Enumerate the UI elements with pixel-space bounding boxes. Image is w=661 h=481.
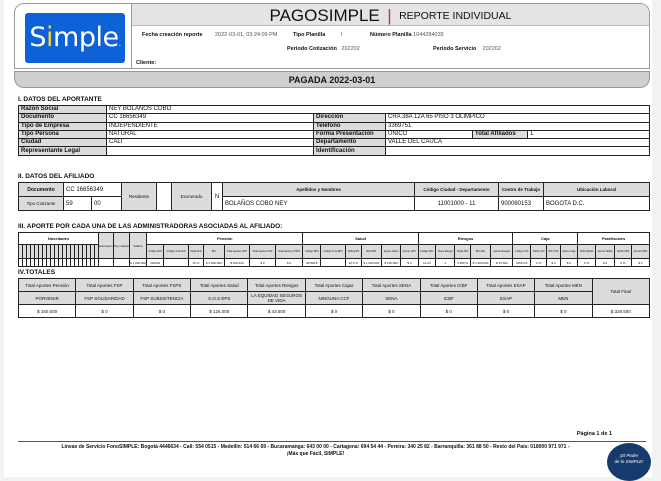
departamento-value: VALLE DEL CAUCA [386,139,650,147]
tipo-cotizante-value: 59 [64,197,92,211]
tipo-planilla [293,32,325,38]
documento-label: Documento [19,114,107,122]
total-header: Total Aportes ESAP [477,279,534,292]
periodo-servicio [433,46,501,52]
cliente [136,60,156,66]
salud-header: Salud [303,233,418,245]
total-final-value: $ 328.500 [592,305,649,318]
tipo-empresa-value: INDEPENDIENTE [107,122,314,130]
entity-name: ESAP [477,292,534,305]
column-header: IBC CCF [547,245,560,259]
section-aportes-title: III. APORTE POR CADA UNA DE LAS ADMINISTRADORAS ASOCIADAS AL AFILIADO: [18,223,283,230]
total-header: Total Aportes MEN [535,279,592,292]
section-totales-title: IV.TOTALES [18,269,56,276]
table-row [19,130,650,138]
total-header: Total Aportes SENA [363,279,420,292]
section-aportante-title: I. DATOS DEL APORTANTE [18,96,102,103]
table-row [19,305,650,318]
salario-cell: $ 1.000.000 [130,260,146,265]
tipo-planilla-value [341,32,343,38]
representante-value [107,147,314,155]
column-header: Aporte Caja [560,245,577,259]
column-header: Tarifa AFP [188,245,203,259]
column-header: Aporte UPC [401,245,419,259]
logo-cell [15,4,132,69]
column-header: Código ARL [418,245,436,259]
codigo-ciudad-value: 11001000 - 11 [415,197,499,211]
fecha-value [215,32,277,38]
table-row [19,292,650,305]
tipo-salario-cell [113,259,129,267]
total-value: $ 0 [363,305,420,318]
telefono-value: 3369751 [386,122,650,130]
residente-value [157,183,172,211]
pension-cell: 16 % [188,259,203,267]
ubicacion-value: BOGOTA D.C. [544,197,650,211]
residente-label: Residente [122,183,157,211]
identificacion-value [386,147,650,155]
column-header: Código EPS [303,245,321,259]
periodo-cotizacion [287,46,360,52]
riesgos-cell: 4 [436,259,455,267]
report-page [4,0,652,477]
centro-trabajo-label: Centro de Trabajo [499,183,544,197]
logo-text: S [29,22,46,53]
footer-divider [18,441,646,442]
centro-trabajo-value: 900060153 [499,197,544,211]
pension-cell: 230201 [146,259,164,267]
salud-cell: $ 1.000.000 [361,259,382,267]
riesgos-cell: 4.350 % [455,259,470,267]
total-header: Total Aportes Pensión [19,279,76,292]
logo-dot: . [118,39,121,48]
departamento-label: Departamento [314,139,386,147]
tipo-empresa-label: Tipo de Empresa [19,122,107,130]
column-header: Tarifa ICBF [615,245,632,259]
novedad-header [95,245,99,259]
cliente-label: Cliente: [136,60,157,66]
periodo-servicio-value: 202202 [482,46,501,52]
entity-name: FSP SUBSISTENCIA [133,292,190,305]
total-value: $ 0 [420,305,477,318]
total-value: $ 0 [477,305,534,318]
fecha-creacion [142,32,203,38]
subtipo-value: 00 [92,197,122,211]
table-row [19,139,650,147]
total-header: Total Aportes FSPS [133,279,190,292]
table-row [19,197,650,211]
report-type: REPORTE INDIVIDUAL [399,10,512,22]
total-value: $ 0 [305,305,362,318]
riesgos-cell: $ 1.000.000 [470,259,491,267]
column-header: Tarifa CCF [531,245,547,259]
ciudad-label: Ciudad [19,139,107,147]
periodo-servicio-label: Periodo Servicio [433,46,477,52]
identificacion-label: Identificación [314,147,386,155]
total-value: $ 125.000 [191,305,248,318]
section-afiliado-title: II. DATOS DEL AFILIADO [18,173,95,180]
footer-line-1: Líneas de Servicio FonoSIMPLE: Bogotá 4446634 - Cali: 554 0515 - Medellín: 514 66 69 - Bucaramanga: 643 00 00 - Cartagena: 694 54 44 - Pereira: 340 25 82 - Barranquilla: 361 88 50 - Resto del País: 018000 971 971 - [61,444,570,450]
total-afiliados-label: Total Afiliados [473,130,528,138]
column-header: Tarifa ARL [455,245,470,259]
footer-line-2: ¡Más que Fácil, SIMPLE! [286,451,345,457]
total-value: $ 160.000 [19,305,76,318]
total-header: Total Aportes FSP [76,279,133,292]
entity-name: S.O.S EPS [191,292,248,305]
nombres-value: BOLAÑOS COBO NEY [223,197,415,211]
salud-cell [321,259,346,267]
parafiscales-cell: $ 0 [595,259,614,267]
pension-cell [164,259,188,267]
salud-cell: 12.5 % [345,259,361,267]
column-header: Salario [130,233,147,259]
total-header: Total Aportes Cajas [305,279,362,292]
column-header: Tarifa EPS [345,245,361,259]
codigo-ciudad-label: Código Ciudad - Departamento [415,183,499,197]
caja-cell: $ 0 [560,259,577,267]
tipo-cotizante-label: Tipo Cotizante [19,197,64,211]
numero-planilla-label: Número Planilla [370,32,412,38]
tipo-planilla-label: Tipo Planilla [293,32,326,38]
parafiscales-header: Parafiscales [578,233,650,245]
afiliado-table [18,182,650,211]
column-header: Aporte Riesgos [491,245,513,259]
brand-title: PAGOSIMPLE [269,6,380,25]
table-row [19,147,650,155]
column-header: Extranjero [99,233,114,259]
numero-planilla [370,32,444,38]
simple-logo [25,13,125,63]
entity-name: PORVENIR [19,292,76,305]
table-row [19,259,650,267]
report-title-bar [132,4,649,26]
razon-social-value: NEY BOLANOS COBO [107,106,650,114]
nombres-label: Apellidos y Nombres [223,183,415,197]
entity-name: MEN [535,292,592,305]
novedades-header: Novedades [19,233,99,245]
entity-name: NINGUNA CCF [305,292,362,305]
table-row [19,279,650,292]
column-header: Total Aportes FSP [250,245,276,259]
column-header: Código AFP [146,245,164,259]
extranjero-cell [99,259,114,267]
column-header: Aporte ICBF [631,245,649,259]
direccion-label: Dirección [314,114,386,122]
entity-name: FSP SOLIDARIDAD [76,292,133,305]
badge-line-2: de lo SIMPLE! [614,459,644,464]
parafiscales-cell: $ 0 [631,259,649,267]
table-row [19,183,650,197]
column-header: Código Tras AFP [164,245,188,259]
documento-value: CC 16656349 [64,183,122,197]
pension-cell: $ 1.000.000 [204,259,225,267]
periodo-cotizacion-label: Periodo Cotización [287,46,337,52]
table-row [19,114,650,122]
tipo-persona-value: NATURAL [107,130,314,138]
salud-cell: $ 125.000 [382,259,401,267]
total-header: Total Aportes Riesgos [248,279,305,292]
telefono-label: Teléfono [314,122,386,130]
salud-cell: $ 0 [401,259,419,267]
caja-cell: $ 0 [547,259,560,267]
caja-cell: 0 % [531,259,547,267]
direccion-value: CRA 38A 12A 65 PISO 3 OLIMPICO [386,114,650,122]
riesgos-cell: $ 43.500 [491,259,513,267]
column-header: Aporte Salud [382,245,401,259]
parafiscales-cell: 0 % [578,259,596,267]
column-header: IBC [204,245,225,259]
title-separator: | [387,6,392,25]
fecha-value-text: 2022-03-01, 03:24:09 PM [215,32,278,38]
total-value: $ 43.500 [248,305,305,318]
pension-cell: $ 0 [275,259,303,267]
badge-line-1: ¡El Poder [619,453,639,458]
column-header: IBC EPS [361,245,382,259]
table-row [19,122,650,130]
aportes-table [18,232,650,267]
documento-label: Documento [19,183,64,197]
tipo-planilla-value-text: I [341,32,343,38]
column-header: Tipo salario [113,233,129,259]
total-value: $ 0 [535,305,592,318]
total-afiliados-value: 1 [528,130,650,138]
entity-name: SENA [363,292,420,305]
ciudad-value: CALI [107,139,314,147]
forma-presentacion-label: Forma Presentación [314,130,386,138]
report-header [14,3,650,69]
total-value: $ 0 [133,305,190,318]
representante-label: Representante Legal [19,147,107,155]
riesgos-cell: 14-23 [418,259,436,267]
periodo-cotizacion-value: 202202 [341,46,360,52]
column-header: Total Aportes AFP [224,245,249,259]
column-header: Código CCF [513,245,531,259]
total-header: Total Aportes Salud [191,279,248,292]
pension-cell: $ 0 [250,259,276,267]
pension-header: Pensión [146,233,303,245]
logo-text-i: i [46,22,54,53]
payment-status-bar: PAGADA 2022-03-01 [14,71,650,88]
salud-cell: EPS018 [303,259,321,267]
footer-service-lines [18,444,613,458]
total-header: Total Aportes ICBF [420,279,477,292]
total-final-label: Total Final [592,279,649,305]
parafiscales-cell: 0 % [615,259,632,267]
table-row [19,233,650,245]
caja-header: Caja [513,233,578,245]
column-header: Clase Riesgo [436,245,455,259]
total-value: $ 0 [76,305,133,318]
entity-name: LA EQUIDAD SEGUROS DE VIDA [248,292,305,305]
entity-name: ICBF [420,292,477,305]
column-header: Código Tras EPS [321,245,346,259]
page-number: Página 1 de 1 [576,431,612,437]
aportante-table [18,105,650,156]
forma-presentacion-value: ÚNICO [386,130,473,138]
riesgos-header: Riesgos [418,233,513,245]
tipo-persona-label: Tipo Persona [19,130,107,138]
table-row [19,106,650,114]
totales-table [18,278,650,318]
ubicacion-label: Ubicación Laboral [544,183,650,197]
column-header: Tarifa SENA [578,245,596,259]
caja-cell: NINCCF [513,259,531,267]
exonerado-value: N [212,183,223,211]
numero-planilla-value: 1044284035 [413,32,444,38]
pension-cell: $ 160.000 [224,259,249,267]
column-header: Aporte SENA [595,245,614,259]
logo-text-rest: mple [53,22,119,53]
razon-social-label: Razón Social [19,106,107,114]
fecha-label: Fecha creación reporte [142,32,203,38]
column-header: IBC ARL [470,245,491,259]
exonerado-label: Exonerado [172,183,212,211]
slogan-badge [607,443,651,481]
documento-value: CC 16656349 [107,114,314,122]
column-header: Total Aportes FSPS [275,245,303,259]
